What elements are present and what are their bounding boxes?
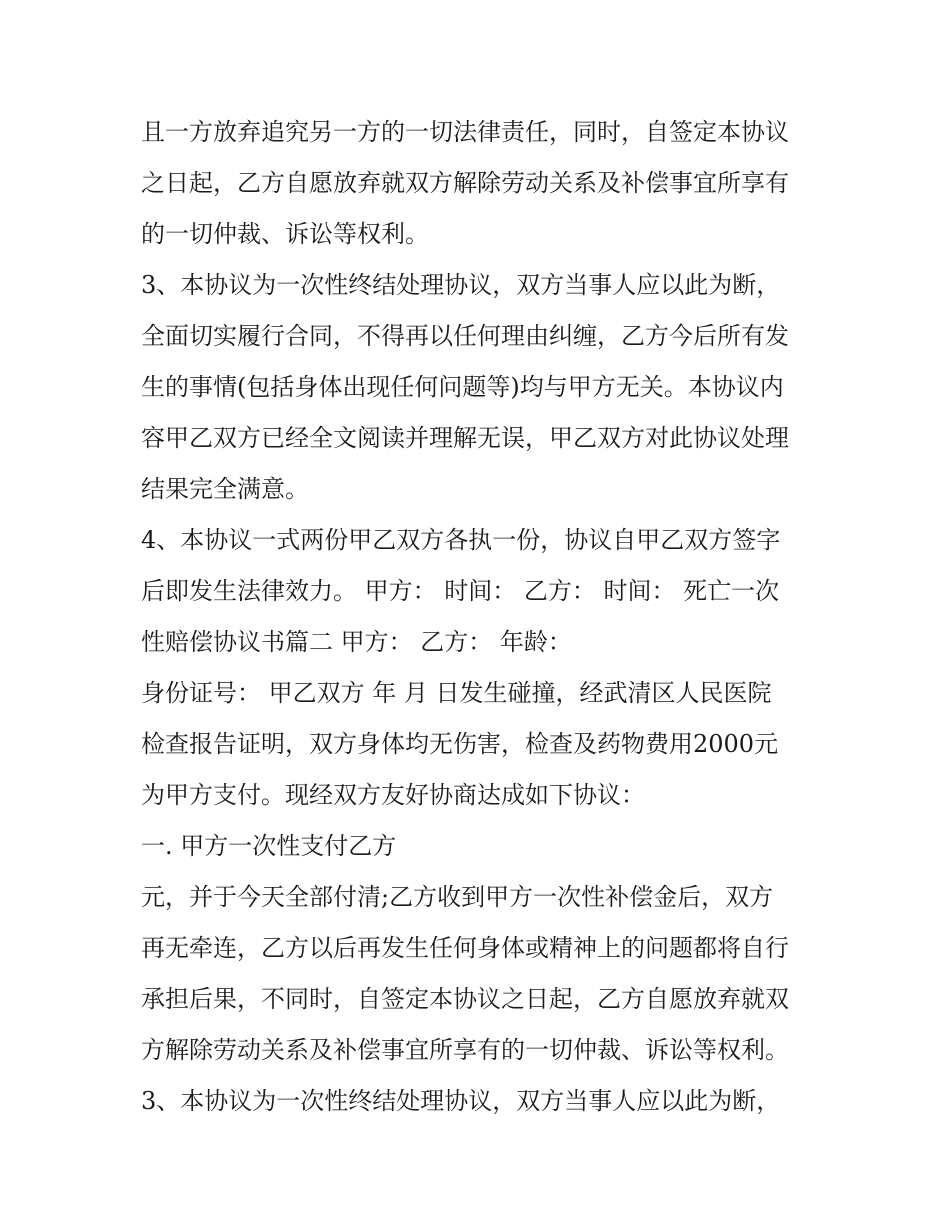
text-line: 结果完全满意。 <box>141 475 309 503</box>
text-line: 且一方放弃追究另一方的一切法律责任，同时，自签定本协议 <box>141 118 789 146</box>
text-line: 全面切实履行合同，不得再以任何理由纠缠，乙方今后所有发 <box>141 322 789 350</box>
text-line: 为甲方支付。现经双方友好协商达成如下协议： <box>141 781 645 809</box>
text-line: 元，并于今天全部付清;乙方收到甲方一次性补偿金后，双方 <box>141 883 774 911</box>
text-line: 的一切仲裁、诉讼等权利。 <box>141 220 429 248</box>
text-line: 承担后果，不同时，自签定本协议之日起，乙方自愿放弃就双 <box>141 985 789 1013</box>
text-line: 3、本协议为一次性终结处理协议，双方当事人应以此为断， <box>141 1087 781 1115</box>
text-line: 再无牵连，乙方以后再发生任何身体或精神上的问题都将自行 <box>141 934 789 962</box>
document-body <box>141 107 821 1127</box>
text-line: 性赔偿协议书篇二 甲方： 乙方： 年龄： <box>141 628 572 656</box>
text-line: 身份证号： 甲乙双方 年 月 日发生碰撞，经武清区人民医院 <box>141 679 772 707</box>
text-line: 3、本协议为一次性终结处理协议，双方当事人应以此为断， <box>141 271 781 299</box>
text-line: 后即发生法律效力。 甲方： 时间： 乙方： 时间： 死亡一次 <box>141 577 780 605</box>
text-line: 之日起，乙方自愿放弃就双方解除劳动关系及补偿事宜所享有 <box>141 169 789 197</box>
text-line: 检查报告证明，双方身体均无伤害，检查及药物费用2000元 <box>141 730 779 758</box>
text-line: 一. 甲方一次性支付乙方 <box>141 832 397 860</box>
text-line: 容甲乙双方已经全文阅读并理解无误，甲乙双方对此协议处理 <box>141 424 789 452</box>
text-line: 生的事情(包括身体出现任何问题等)均与甲方无关。本协议内 <box>141 373 784 401</box>
text-line: 方解除劳动关系及补偿事宜所享有的一切仲裁、诉讼等权利。 <box>141 1036 789 1064</box>
text-line: 4、本协议一式两份甲乙双方各执一份，协议自甲乙双方签字 <box>141 526 781 554</box>
